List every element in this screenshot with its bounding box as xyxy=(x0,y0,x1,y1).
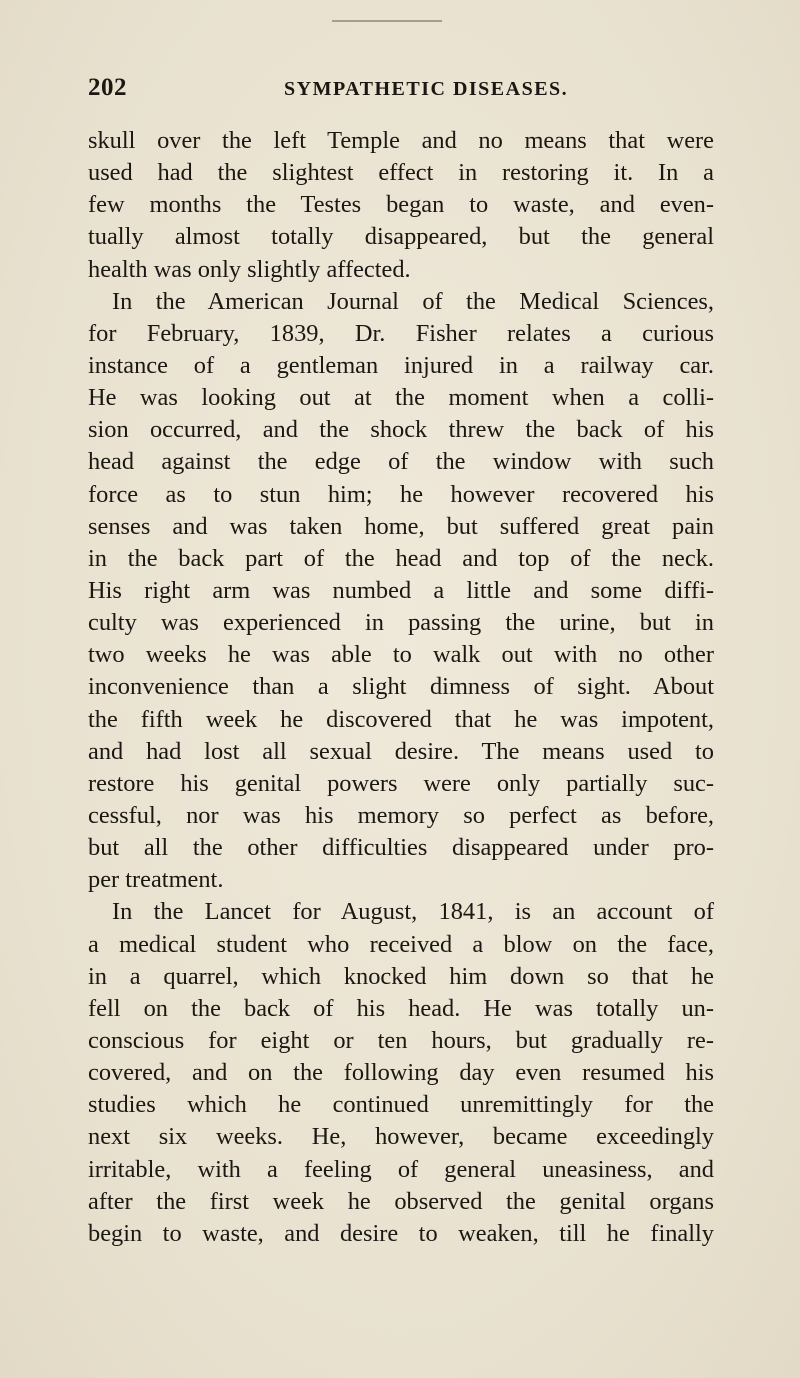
text-line: for February, 1839, Dr. Fisher relates a curious xyxy=(88,319,714,347)
text-line: cessful, nor was his memory so perfect as before, xyxy=(88,801,714,829)
text-line: used had the slightest effect in restoring it. In a xyxy=(88,159,714,187)
text-line: in the back part of the head and top of the neck. xyxy=(88,544,714,572)
body-text xyxy=(88,125,714,1250)
running-head xyxy=(88,74,712,114)
text-line: two weeks he was able to walk out with no other xyxy=(88,641,714,669)
text-line: His right arm was numbed a little and some diffi- xyxy=(88,576,714,604)
text-line: in a quarrel, which knocked him down so that he xyxy=(88,962,714,990)
text-line: covered, and on the following day even resumed his xyxy=(88,1059,714,1087)
text-line: skull over the left Temple and no means that were xyxy=(88,127,714,154)
text-line: In the Lancet for August, 1841, is an account of xyxy=(112,898,714,926)
text-line: restore his genital powers were only partially suc- xyxy=(88,769,714,797)
text-line: fell on the back of his head. He was totally un- xyxy=(88,994,714,1022)
text-line: inconvenience than a slight dimness of sight. About xyxy=(88,673,714,701)
text-line: the fifth week he discovered that he was impotent, xyxy=(88,705,714,733)
text-line: after the first week he observed the genital organs xyxy=(88,1187,714,1215)
text-line: few months the Testes began to waste, and even- xyxy=(88,191,714,219)
text-line: begin to waste, and desire to weaken, till he finally xyxy=(88,1219,714,1247)
text-line: studies which he continued unremittingly for the xyxy=(88,1091,714,1119)
text-line: next six weeks. He, however, became exceedingly xyxy=(88,1123,714,1151)
text-line: irritable, with a feeling of general uneasiness, and xyxy=(88,1155,714,1183)
text-line: He was looking out at the moment when a colli- xyxy=(88,384,714,412)
text-line: health was only slightly affected. xyxy=(88,255,411,283)
text-line: In the American Journal of the Medical Sciences, xyxy=(112,287,714,315)
text-line: force as to stun him; he however recovered his xyxy=(88,480,714,508)
text-line: culty was experienced in passing the urine, but in xyxy=(88,609,714,637)
text-line: a medical student who received a blow on the face, xyxy=(88,930,714,958)
text-line: senses and was taken home, but suffered great pain xyxy=(88,512,714,540)
text-line: and had lost all sexual desire. The means used to xyxy=(88,737,714,765)
text-line: head against the edge of the window with such xyxy=(88,448,714,476)
text-line: tually almost totally disappeared, but the general xyxy=(88,223,714,251)
running-title: SYMPATHETIC DISEASES. xyxy=(284,78,569,100)
text-line: conscious for eight or ten hours, but gradually re- xyxy=(88,1026,714,1054)
text-line: but all the other difficulties disappeared under pro- xyxy=(88,834,714,862)
text-line: per treatment. xyxy=(88,866,224,894)
text-line: instance of a gentleman injured in a railway car. xyxy=(88,351,714,379)
text-line: sion occurred, and the shock threw the back of his xyxy=(88,416,714,444)
page-number: 202 xyxy=(88,74,127,101)
top-rule xyxy=(332,20,442,22)
